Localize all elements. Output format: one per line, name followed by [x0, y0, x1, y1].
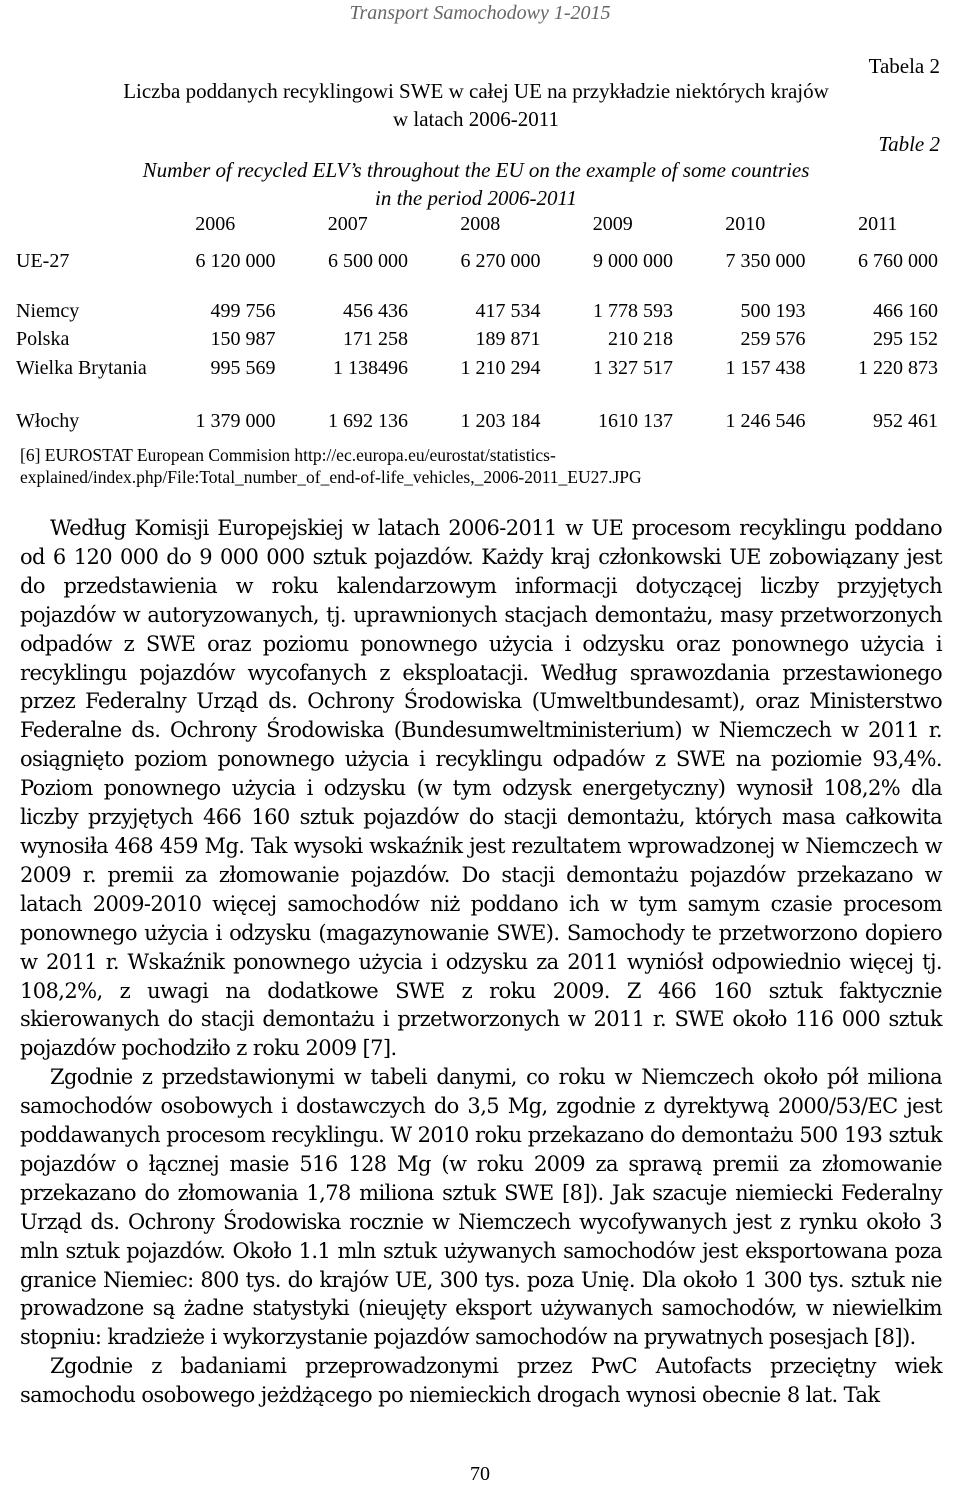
table-row: [16, 241, 944, 281]
table-row: [16, 327, 944, 355]
header-year: 2007: [327, 212, 368, 235]
table-cell: 1610 137: [598, 410, 673, 432]
table-label-pl: Tabela 2: [868, 54, 940, 78]
table-cell: 7 350 000: [725, 250, 806, 272]
table-cell: 995 569: [210, 357, 276, 379]
table-title-en-line2: in the period 2006-2011: [374, 186, 577, 210]
table-cell: 1 379 000: [195, 410, 276, 432]
table-cell: 6 120 000: [195, 250, 276, 272]
table-title-pl: [60, 77, 892, 133]
page-number: 70: [470, 1463, 490, 1485]
recycling-table: [16, 207, 944, 437]
header-year: 2011: [858, 212, 898, 235]
table-cell: 952 461: [873, 410, 938, 432]
table-cell: 1 692 136: [328, 410, 408, 432]
table-cell: 1 327 517: [593, 357, 673, 379]
table-title-pl-line2: w latach 2006-2011: [392, 107, 559, 131]
table-cell: 499 756: [210, 300, 276, 322]
row-label: UE-27: [16, 250, 70, 272]
table-cell: 1 157 438: [725, 357, 806, 379]
table-cell: 9 000 000: [593, 250, 673, 272]
table-cell: 6 500 000: [328, 250, 408, 272]
table-cell: 189 871: [475, 328, 541, 350]
table-title-en-line1: Number of recycled ELV’s throughout the EU on the example of some countries: [142, 158, 810, 182]
row-label: Włochy: [16, 410, 80, 432]
table-cell: 466 160: [873, 300, 938, 322]
table-cell: 210 218: [608, 328, 673, 350]
table-cell: 6 270 000: [460, 250, 541, 272]
header-year: 2010: [725, 212, 766, 235]
table-title-pl-line1: Liczba poddanych recyklingowi SWE w całej UE na przykładzie niektórych krajów: [123, 79, 829, 103]
paragraph: Według Komisji Europejskiej w latach 2006-2011 w UE procesom recyklingu poddano od 6 120 000 do 9 000 000 sztuk pojazdów. Każdy kraj członkowski UE zobowiązany jest do przedstawienia w roku kalendarzowym informacji dotyczącej liczby przyjętych pojazdów w autoryzowanych, tj. uprawnionych stacjach demontażu, masy przetworzonych odpadów z SWE oraz poziomu ponownego użycia i odzysku oraz ponownego użycia i recyklingu pojazdów wycofanych z eksploatacji. Według sprawozdania przestawionego przez Federalny Urząd ds. Ochrony Środowiska (Umweltbundesamt), oraz Ministerstwo Federalne ds. Ochrony Środowiska (Bundesumweltministerium) w Niemczech w 2011 r. osiągnięto poziom ponownego użycia i recyklingu odpadów z SWE na poziomie 93,4%. Poziom ponownego użycia i odzysku (w tym odzysk energetyczny) wynosił 108,2% dla liczby przyjętych 466 160 sztuk pojazdów do stacji demontażu, których masa całkowita wynosiła 468 459 Mg. Tak wysoki wskaźnik jest rezultatem wprowadzonej w Niemczech w 2009 r. premii za złomowanie pojazdów. Do stacji demontażu pojazdów przekazano w latach 2009-2010 więcej samochodów niż poddano ich w tym samym czasie procesom ponownego użycia i odzysku (magazynowanie SWE). Samochody te przetworzono dopiero w 2011 r. Wskaźnik ponownego użycia i odzysku za 2011 wyniósł odpowiednio więcej tj. 108,2%, z uwagi na dodatkowe SWE z roku 2009. Z 466 160 sztuk faktycznie skierowanych do stacji demontażu i przetworzonych w 2011 r. SWE około 116 000 sztuk pojazdów pochodziło z roku 2009 [7].: [20, 516, 942, 1061]
header-year: 2006: [195, 212, 236, 235]
table-cell: 1 138496: [333, 357, 408, 379]
table-cell: 1 203 184: [460, 410, 541, 432]
row-label: Niemcy: [16, 300, 80, 322]
paragraph: Zgodnie z przedstawionymi w tabeli danymi, co roku w Niemczech około pół miliona samochodów osobowych i dostawczych do 3,5 Mg, zgodnie z dyrektywą 2000/53/EC jest poddawanych procesom recyklingu. W 2010 roku przekazano do demontażu 500 193 sztuk pojazdów o łącznej masie 516 128 Mg (w roku 2009 za sprawą premii za złomowanie przekazano do złomowania 1,78 miliona sztuk SWE [8]). Jak szacuje niemiecki Federalny Urząd ds. Ochrony Środowiska rocznie w Niemczech wycofywanych jest z rynku około 3 mln sztuk pojazdów. Około 1.1 mln sztuk używanych samochodów jest eksportowana poza granice Niemiec: 800 tys. do krajów UE, 300 tys. poza Unię. Dla około 1 300 tys. sztuk nie prowadzone są żadne statystyki (nieujęty eksport używanych samochodów, w niewielkim stopniu: kradzieże i wykorzystanie pojazdów samochodów na prywatnych posesjach [8]).: [20, 1065, 942, 1350]
table-cell: 1 778 593: [593, 300, 673, 322]
table-row: [16, 409, 944, 437]
table-cell: 6 760 000: [858, 250, 938, 272]
table-label-en: Table 2: [878, 132, 940, 156]
table-cell: 417 534: [475, 300, 541, 322]
table-cell: 295 152: [873, 328, 938, 350]
row-label: Polska: [16, 328, 70, 350]
table-cell: 171 258: [343, 328, 408, 350]
table-cell: 1 246 546: [725, 410, 806, 432]
table-row: [16, 355, 944, 409]
paragraph: Zgodnie z badaniami przeprowadzonymi przez PwC Autofacts przeciętny wiek samochodu osobowego jeżdżącego po niemieckich drogach wynosi obecnie 8 lat. Tak: [20, 1354, 942, 1408]
table-cell: 500 193: [740, 300, 806, 322]
row-label: Wielka Brytania: [16, 357, 147, 379]
journal-header: Transport Samochodowy 1-2015: [349, 2, 611, 24]
table-row: [16, 299, 944, 327]
table-source: [20, 444, 740, 488]
table-title-en: [60, 156, 892, 212]
article-body: [20, 514, 942, 1410]
header-year: 2008: [460, 212, 501, 235]
table-header-row: [16, 207, 944, 241]
table-cell: 1 210 294: [460, 357, 541, 379]
source-line1: [6] EUROSTAT European Commision http://ec.europa.eu/eurostat/statistics-: [20, 445, 556, 465]
table-cell: 259 576: [740, 328, 806, 350]
table-cell: 150 987: [210, 328, 276, 350]
source-line2: explained/index.php/File:Total_number_of_end-of-life_vehicles,_2006-2011_EU27.JPG: [20, 467, 642, 487]
table-cell: 1 220 873: [858, 357, 938, 379]
table-cell: 456 436: [343, 300, 408, 322]
header-empty-cell: [16, 207, 149, 241]
header-year: 2009: [592, 212, 633, 235]
